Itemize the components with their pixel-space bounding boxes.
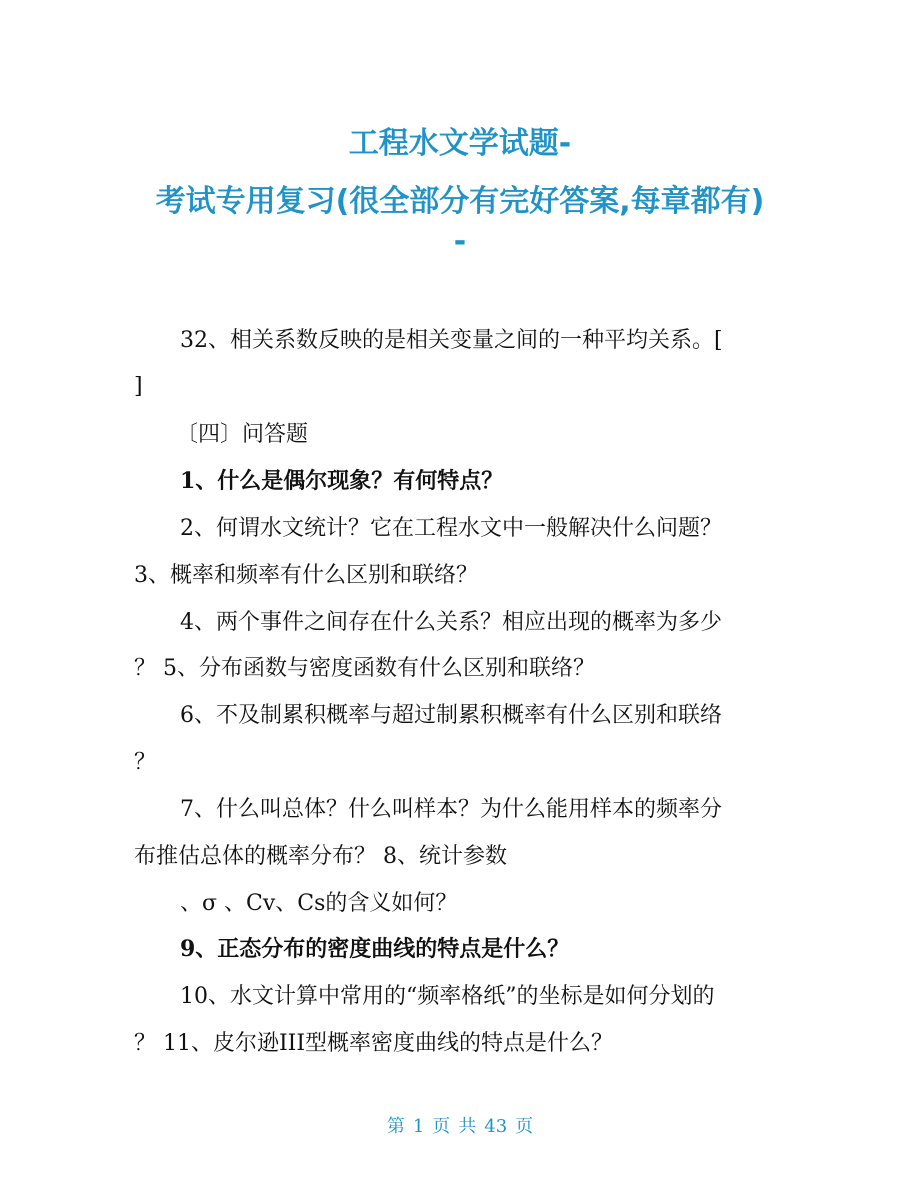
- question-10-line-1: 10、水文计算中常用的“频率格纸”的坐标是如何分划的: [180, 984, 715, 1009]
- footer-current-page: 1: [412, 1116, 425, 1137]
- question-1: 1、什么是偶尔现象？有何特点？: [180, 468, 504, 494]
- footer-page-word: 页: [432, 1116, 451, 1137]
- footer-total-pages: 43: [484, 1116, 508, 1137]
- document-title-line-2: 考试专用复习(很全部分有完好答案,每章都有): [155, 184, 765, 219]
- question-6-line-2: ？: [134, 750, 157, 775]
- question-9: 9、正态分布的密度曲线的特点是什么？: [180, 936, 570, 962]
- footer-suffix: 页: [515, 1116, 534, 1137]
- question-10-11-line: ？ 11、皮尔逊III型概率密度曲线的特点是什么？: [134, 1031, 614, 1056]
- question-6-line-1: 6、不及制累积概率与超过制累积概率有什么区别和联络: [180, 703, 722, 728]
- section-heading-qa: 〔四〕问答题: [176, 422, 309, 447]
- question-4-line-1: 4、两个事件之间存在什么关系？相应出现的概率为多少: [180, 610, 722, 635]
- question-4-5-line: ？ 5、分布函数与密度函数有什么区别和联络？: [134, 656, 595, 681]
- footer-total-word: 共: [458, 1116, 477, 1137]
- page-footer: [0, 1112, 920, 1138]
- document-title-line-3: -: [453, 224, 467, 259]
- question-32-line-1: 32、相关系数反映的是相关变量之间的一种平均关系。[: [180, 328, 723, 353]
- question-3: 3、概率和频率有什么区别和联络？: [134, 563, 478, 588]
- question-8-line-2: 、σ 、Cv、Cs的含义如何？: [180, 891, 458, 916]
- footer-prefix: 第: [386, 1116, 405, 1137]
- question-32-line-2: ]: [134, 374, 143, 399]
- question-2: 2、何谓水文统计？它在工程水文中一般解决什么问题？: [180, 516, 722, 541]
- question-7-line-1: 7、什么叫总体？什么叫样本？为什么能用样本的频率分: [180, 797, 722, 822]
- document-title-line-1: 工程水文学试题-: [348, 126, 572, 161]
- question-7-8-line: 布推估总体的概率分布？ 8、统计参数: [134, 844, 507, 869]
